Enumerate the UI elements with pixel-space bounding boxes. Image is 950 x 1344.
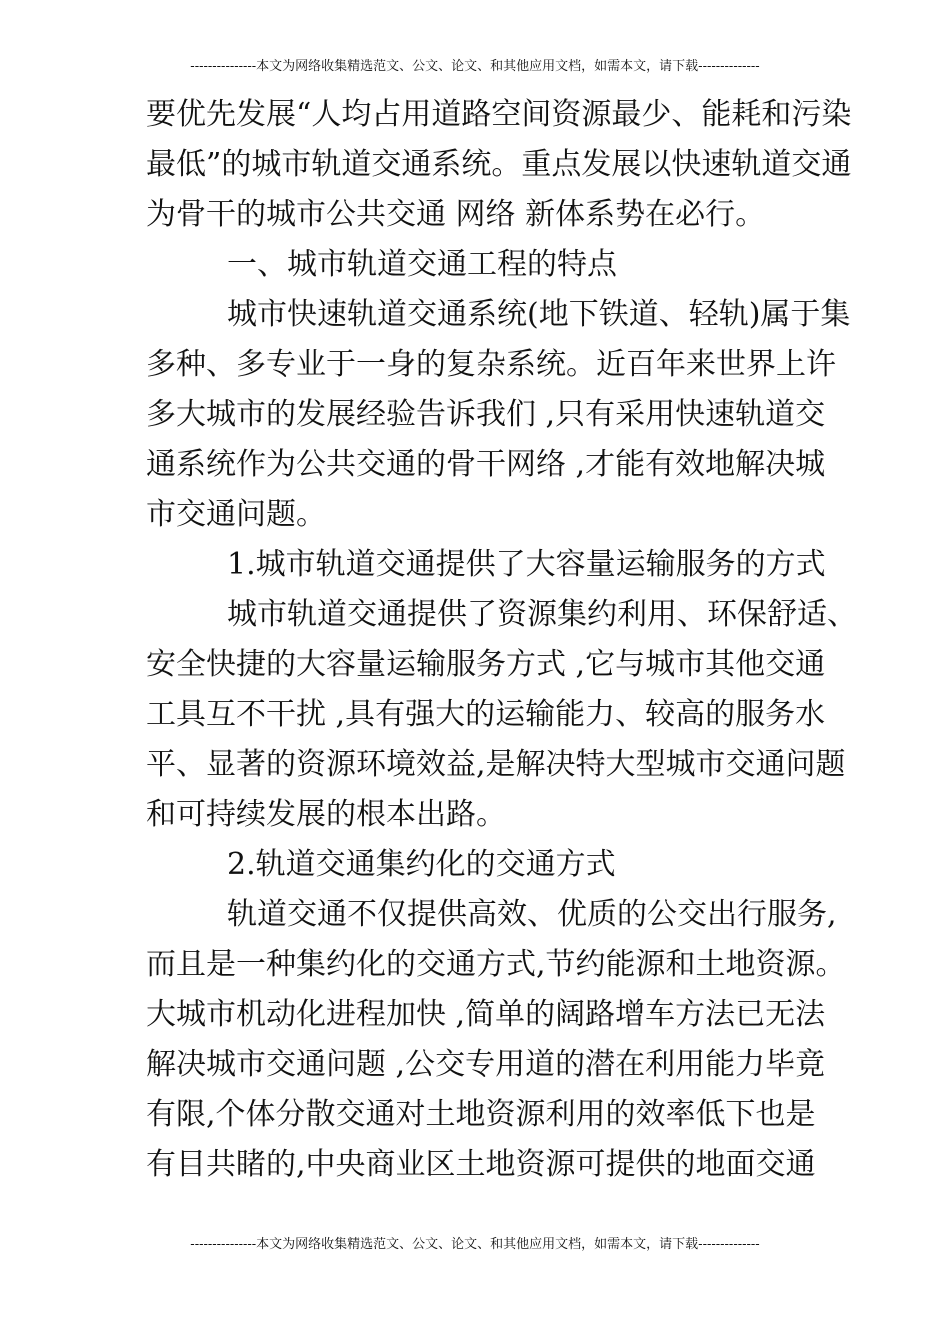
text-line: 轨道交通不仅提供高效、优质的公交出行服务, xyxy=(227,897,837,932)
text-line: 最低”的城市轨道交通系统。重点发展以快速轨道交通 xyxy=(146,147,852,182)
text-line: 有限,个体分散交通对土地资源利用的效率低下也是 xyxy=(146,1097,816,1132)
text-line: 大城市机动化进程加快 ,简单的阔路增车方法已无法 xyxy=(146,997,826,1032)
text-line: 为骨干的城市公共交通 网络 新体系势在必行。 xyxy=(146,197,766,232)
text-line: 解决城市交通问题 ,公交专用道的潜在利用能力毕竟 xyxy=(146,1047,826,1082)
text-line: 多大城市的发展经验告诉我们 ,只有采用快速轨道交 xyxy=(146,397,826,432)
text-line: 工具互不干扰 ,具有强大的运输能力、较高的服务水 xyxy=(146,697,826,732)
text-line: 要优先发展“人均占用道路空间资源最少、能耗和污染 xyxy=(146,97,852,132)
document-body xyxy=(146,90,857,1190)
text-line: 市交通问题。 xyxy=(146,497,326,532)
text-line: 平、显著的资源环境效益,是解决特大型城市交通问题 xyxy=(146,747,846,782)
header-note: ---------------本文为网络收集精选范文、公文、论文、和其他应用文档，如需本文，请下载-------------- xyxy=(190,59,760,74)
subsection-heading: 1.城市轨道交通提供了大容量运输服务的方式 xyxy=(227,547,826,582)
section-heading: 一、城市轨道交通工程的特点 xyxy=(227,247,617,282)
text-line: 多种、多专业于一身的复杂系统。近百年来世界上许 xyxy=(146,347,836,382)
subsection-heading: 2.轨道交通集约化的交通方式 xyxy=(227,847,616,882)
text-line: 通系统作为公共交通的骨干网络 ,才能有效地解决城 xyxy=(146,447,826,482)
footer-note: ---------------本文为网络收集精选范文、公文、论文、和其他应用文档，如需本文，请下载-------------- xyxy=(190,1237,760,1252)
text-line: 城市快速轨道交通系统(地下铁道、轻轨)属于集 xyxy=(227,297,851,332)
text-line: 和可持续发展的根本出路。 xyxy=(146,797,506,832)
text-line: 城市轨道交通提供了资源集约利用、环保舒适、 xyxy=(227,597,857,632)
text-line: 安全快捷的大容量运输服务方式 ,它与城市其他交通 xyxy=(146,647,826,682)
text-line: 而且是一种集约化的交通方式,节约能源和土地资源。 xyxy=(146,947,846,982)
text-line: 有目共睹的,中央商业区土地资源可提供的地面交通 xyxy=(146,1147,816,1182)
